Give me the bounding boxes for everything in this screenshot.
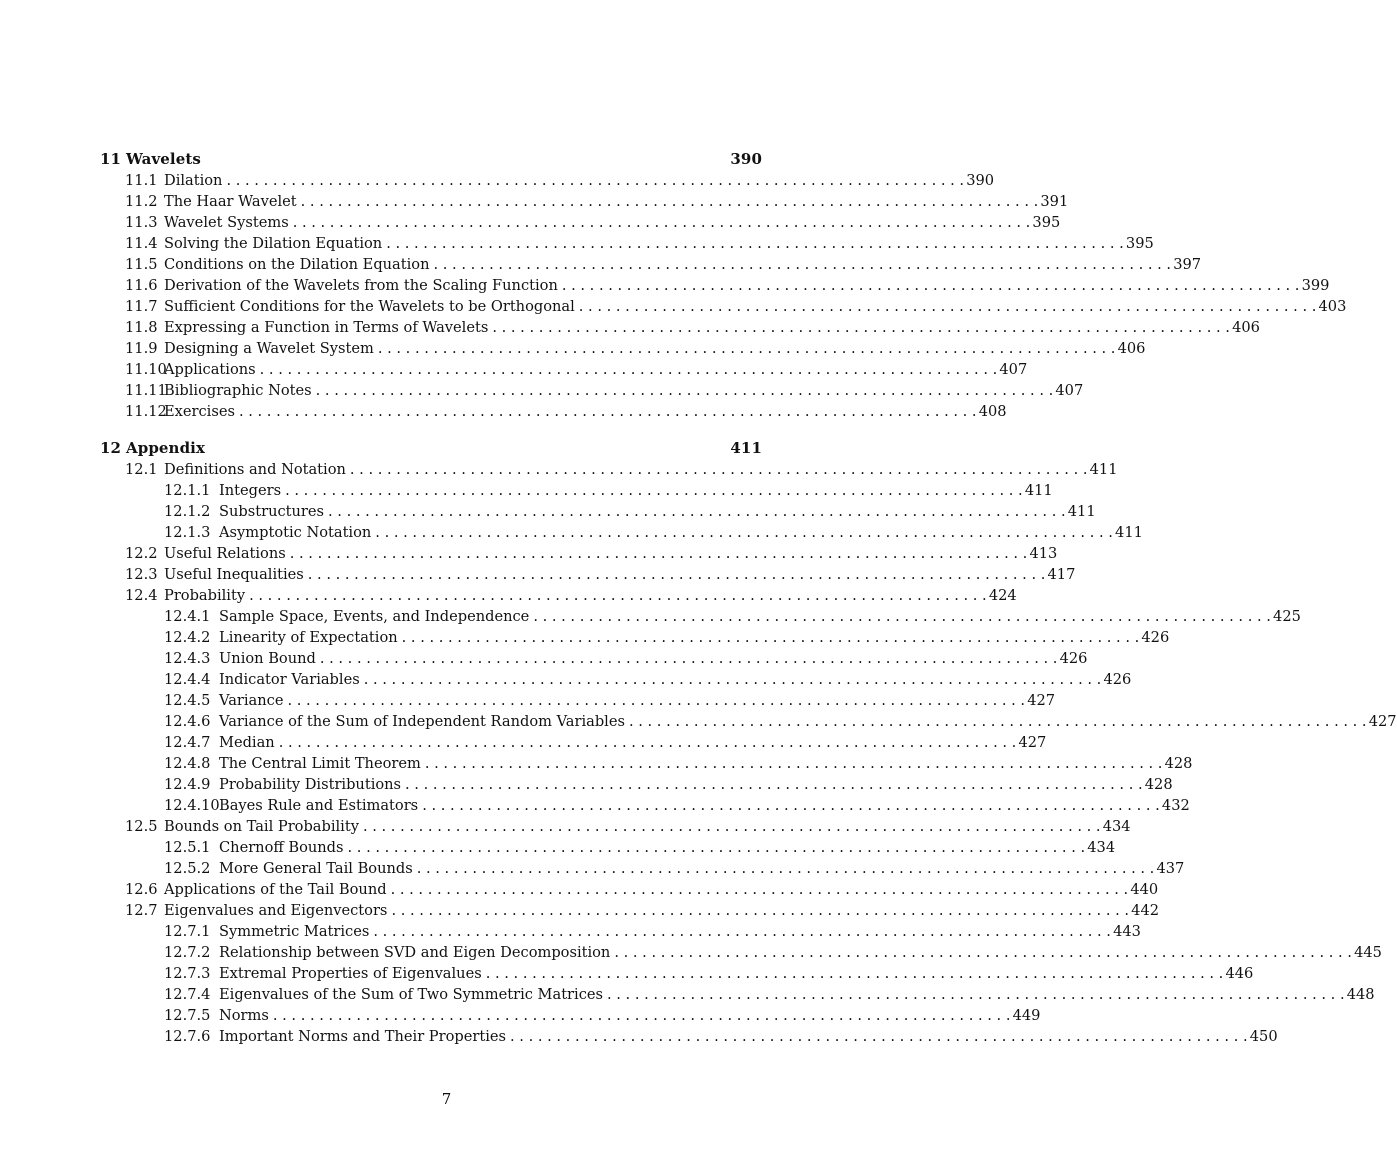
entry-page-number: 428 [1144,776,1173,793]
entry-page-number: 450 [1249,1028,1278,1045]
entry-title: More General Tail Bounds [219,860,413,877]
chapter-heading[interactable] [100,438,762,459]
toc-section-entry[interactable] [100,401,1007,422]
dot-leader: . . . . . . . . . . . . . . . . . . . . . . . . . . . . . . . . . . . . . . . . . . . . . . . . . . . . . . . . . . . . . . . . . . . . . . . . . . . . . . . . [347,839,1086,856]
chapter-title: Appendix [126,439,205,457]
entry-number: 12.7.6 [164,1028,211,1045]
dot-leader: . . . . . . . . . . . . . . . . . . . . . . . . . . . . . . . . . . . . . . . . . . . . . . . . . . . . . . . . . . . . . . . . . . . . . . . . . . . . . . . . [433,256,1172,273]
chapter-title: Wavelets [126,150,201,168]
entry-title: Sample Space, Events, and Independence [219,608,530,625]
entry-number: 12.4.4 [164,671,211,688]
entry-title: Sufficient Conditions for the Wavelets to be Orthogonal [164,298,575,315]
entry-number: 12.1.2 [164,503,211,520]
entry-number: 12.5.1 [164,839,211,856]
chapter-page-number: 411 [730,439,762,457]
entry-title: Eigenvalues of the Sum of Two Symmetric Matrices [219,986,603,1003]
entry-title: Important Norms and Their Properties [219,1028,507,1045]
entry-page-number: 411 [1024,482,1053,499]
dot-leader: . . . . . . . . . . . . . . . . . . . . . . . . . . . . . . . . . . . . . . . . . . . . . . . . . . . . . . . . . . . . . . . . . . . . . . . . . . . . . . . . [259,361,998,378]
page-number: 7 [441,1090,452,1108]
toc-subsection-entry[interactable] [100,858,1185,879]
toc-section-entry[interactable] [100,816,1131,837]
entry-title: Probability Distributions [219,776,402,793]
toc-section-entry[interactable] [100,254,1202,275]
dot-leader: . . . . . . . . . . . . . . . . . . . . . . . . . . . . . . . . . . . . . . . . . . . . . . . . . . . . . . . . . . . . . . . . . . . . . . . . . . . . . . . . [292,214,1031,231]
entry-title: Conditions on the Dilation Equation [164,256,430,273]
toc-section-entry[interactable] [100,170,995,191]
toc-section-entry[interactable] [100,212,1061,233]
dot-leader: . . . . . . . . . . . . . . . . . . . . . . . . . . . . . . . . . . . . . . . . . . . . . . . . . . . . . . . . . . . . . . . . . . . . . . . . . . . . . . . . [238,403,977,420]
entry-page-number: 395 [1125,235,1154,252]
dot-leader: . . . . . . . . . . . . . . . . . . . . . . . . . . . . . . . . . . . . . . . . . . . . . . . . . . . . . . . . . . . . . . . . . . . . . . . . . . . . . . . . [375,524,1113,541]
entry-number: 12.4 [125,587,158,604]
entry-title: Solving the Dilation Equation [164,235,383,252]
entry-page-number: 448 [1346,986,1375,1003]
entry-number: 12.3 [125,566,158,583]
entry-number: 12.4.10 [164,797,220,814]
toc-subsection-entry[interactable] [100,921,1141,942]
dot-leader: . . . . . . . . . . . . . . . . . . . . . . . . . . . . . . . . . . . . . . . . . . . . . . . . . . . . . . . . . . . . . . . . . . . . . . . . . . . . . . . . [390,881,1129,898]
entry-page-number: 446 [1225,965,1254,982]
entry-number: 12.1 [125,461,158,478]
entry-page-number: 434 [1087,839,1116,856]
toc-section-entry[interactable] [100,380,1084,401]
entry-number: 12.4.2 [164,629,211,646]
entry-number: 12.7.3 [164,965,211,982]
toc-subsection-entry[interactable] [100,753,1193,774]
entry-number: 12.5 [125,818,158,835]
entry-page-number: 391 [1040,193,1069,210]
entry-page-number: 408 [978,403,1007,420]
entry-page-number: 413 [1029,545,1058,562]
entry-page-number: 443 [1113,923,1141,940]
entry-page-number: 411 [1067,503,1096,520]
toc-section-entry[interactable] [100,879,1159,900]
toc-subsection-entry[interactable] [100,732,1047,753]
entry-number: 12.7.4 [164,986,211,1003]
toc-subsection-entry[interactable] [100,690,1056,711]
entry-page-number: 399 [1301,277,1330,294]
entry-title: Relationship between SVD and Eigen Decomposition [219,944,611,961]
dot-leader: . . . . . . . . . . . . . . . . . . . . . . . . . . . . . . . . . . . . . . . . . . . . . . . . . . . . . . . . . . . . . . . . . . . . . . . . . . . . . . . . [315,382,1054,399]
entry-number: 11.9 [125,340,158,357]
dot-leader: . . . . . . . . . . . . . . . . . . . . . . . . . . . . . . . . . . . . . . . . . . . . . . . . . . . . . . . . . . . . . . . . . . . . . . . . . . . . . . . . [416,860,1155,877]
dot-leader: . . . . . . . . . . . . . . . . . . . . . . . . . . . . . . . . . . . . . . . . . . . . . . . . . . . . . . . . . . . . . . . . . . . . . . . . . . . . . . . . [319,650,1058,667]
entry-number: 11.6 [125,277,158,294]
dot-leader: . . . . . . . . . . . . . . . . . . . . . . . . . . . . . . . . . . . . . . . . . . . . . . . . . . . . . . . . . . . . . . . . . . . . . . . . . . . . . . . . [226,172,965,189]
dot-leader: . . . . . . . . . . . . . . . . . . . . . . . . . . . . . . . . . . . . . . . . . . . . . . . . . . . . . . . . . . . . . . . . . . . . . . . . . . . . . . . . [287,692,1026,709]
toc-section-entry[interactable] [100,564,1076,585]
toc-section-entry[interactable] [100,338,1146,359]
toc-subsection-entry[interactable] [100,606,1301,627]
dot-leader: . . . . . . . . . . . . . . . . . . . . . . . . . . . . . . . . . . . . . . . . . . . . . . . . . . . . . . . . . . . . . . . . . . . . . . . . . . . . . . . . [607,986,1345,1003]
entry-page-number: 406 [1232,319,1260,336]
dot-leader: . . . . . . . . . . . . . . . . . . . . . . . . . . . . . . . . . . . . . . . . . . . . . . . . . . . . . . . . . . . . . . . . . . . . . . . . . . . . . . . . [285,482,1023,499]
entry-title: Bibliographic Notes [164,382,312,399]
entry-page-number: 406 [1117,340,1146,357]
entry-number: 12.7.1 [164,923,211,940]
entry-page-number: 434 [1102,818,1131,835]
entry-title: Extremal Properties of Eigenvalues [219,965,482,982]
entry-number: 11.11 [125,382,167,399]
entry-page-number: 442 [1131,902,1160,919]
dot-leader: . . . . . . . . . . . . . . . . . . . . . . . . . . . . . . . . . . . . . . . . . . . . . . . . . . . . . . . . . . . . . . . . . . . . . . . . . . . . . . . . [391,902,1130,919]
entry-title: Useful Inequalities [164,566,304,583]
dot-leader: . . . . . . . . . . . . . . . . . . . . . . . . . . . . . . . . . . . . . . . . . . . . . . . . . . . . . . . . . . . . . . . . . . . . . . . . . . . . . . . . [510,1028,1248,1045]
dot-leader: . . . . . . . . . . . . . . . . . . . . . . . . . . . . . . . . . . . . . . . . . . . . . . . . . . . . . . . . . . . . . . . . . . . . . . . . . . . . . . . . [373,923,1111,940]
entry-page-number: 424 [988,587,1017,604]
entry-title: Wavelet Systems [164,214,289,231]
entry-page-number: 428 [1164,755,1193,772]
entry-page-number: 445 [1354,944,1382,961]
entry-number: 12.4.6 [164,713,211,730]
entry-title: The Central Limit Theorem [219,755,421,772]
dot-leader: . . . . . . . . . . . . . . . . . . . . . . . . . . . . . . . . . . . . . . . . . . . . . . . . . . . . . . . . . . . . . . . . . . . . . . . . . . . . . . . . [386,235,1124,252]
dot-leader: . . . . . . . . . . . . . . . . . . . . . . . . . . . . . . . . . . . . . . . . . . . . . . . . . . . . . . . . . . . . . . . . . . . . . . . . . . . . . . . . [362,818,1101,835]
toc-subsection-entry[interactable] [100,627,1170,648]
toc-subsection-entry[interactable] [100,984,1375,1005]
dot-leader: . . . . . . . . . . . . . . . . . . . . . . . . . . . . . . . . . . . . . . . . . . . . . . . . . . . . . . . . . . . . . . . . . . . . . . . . . . . . . . . . [300,193,1039,210]
toc-subsection-entry[interactable] [100,711,1397,732]
chapter-number: 11 [100,150,122,168]
entry-page-number: 417 [1047,566,1076,583]
toc-section-entry[interactable] [100,275,1330,296]
entry-title: Union Bound [219,650,316,667]
entry-page-number: 403 [1318,298,1347,315]
entry-number: 11.4 [125,235,158,252]
dot-leader: . . . . . . . . . . . . . . . . . . . . . . . . . . . . . . . . . . . . . . . . . . . . . . . . . . . . . . . . . . . . . . . . . . . . . . . . . . . . . . . . [424,755,1163,772]
entry-number: 12.4.9 [164,776,211,793]
entry-title: Integers [219,482,282,499]
toc-section-entry[interactable] [100,543,1058,564]
dot-leader: . . . . . . . . . . . . . . . . . . . . . . . . . . . . . . . . . . . . . . . . . . . . . . . . . . . . . . . . . . . . . . . . . . . . . . . . . . . . . . . . [628,713,1367,730]
entry-title: The Haar Wavelet [164,193,297,210]
entry-title: Applications [164,361,256,378]
entry-page-number: 395 [1032,214,1061,231]
entry-number: 12.2 [125,545,158,562]
entry-title: Linearity of Expectation [219,629,398,646]
toc-subsection-entry[interactable] [100,774,1173,795]
entry-title: Bayes Rule and Estimators [219,797,419,814]
entry-page-number: 407 [1055,382,1084,399]
entry-number: 12.4.7 [164,734,211,751]
chapter-number: 12 [100,439,122,457]
entry-number: 12.4.5 [164,692,211,709]
dot-leader: . . . . . . . . . . . . . . . . . . . . . . . . . . . . . . . . . . . . . . . . . . . . . . . . . . . . . . . . . . . . . . . . . . . . . . . . . . . . . . . . [278,734,1017,751]
toc-subsection-entry[interactable] [100,501,1096,522]
dot-leader: . . . . . . . . . . . . . . . . . . . . . . . . . . . . . . . . . . . . . . . . . . . . . . . . . . . . . . . . . . . . . . . . . . . . . . . . . . . . . . . . [272,1007,1011,1024]
entry-number: 11.10 [125,361,167,378]
entry-title: Symmetric Matrices [219,923,370,940]
entry-title: Asymptotic Notation [219,524,372,541]
entry-page-number: 407 [999,361,1028,378]
toc-subsection-entry[interactable] [100,480,1053,501]
entry-number: 11.2 [125,193,158,210]
entry-page-number: 426 [1059,650,1088,667]
entry-page-number: 437 [1156,860,1185,877]
entry-title: Expressing a Function in Terms of Wavelets [164,319,489,336]
toc-section-entry[interactable] [100,233,1154,254]
dot-leader: . . . . . . . . . . . . . . . . . . . . . . . . . . . . . . . . . . . . . . . . . . . . . . . . . . . . . . . . . . . . . . . . . . . . . . . . . . . . . . . . [422,797,1160,814]
entry-title: Designing a Wavelet System [164,340,374,357]
entry-page-number: 425 [1273,608,1301,625]
entry-title: Probability [164,587,246,604]
entry-number: 12.1.3 [164,524,211,541]
entry-title: Bounds on Tail Probability [164,818,359,835]
dot-leader: . . . . . . . . . . . . . . . . . . . . . . . . . . . . . . . . . . . . . . . . . . . . . . . . . . . . . . . . . . . . . . . . . . . . . . . . . . . . . . . . [561,277,1300,294]
toc-section-entry[interactable] [100,459,1118,480]
toc-section-entry[interactable] [100,900,1160,921]
entry-title: Norms [219,1007,269,1024]
dot-leader: . . . . . . . . . . . . . . . . . . . . . . . . . . . . . . . . . . . . . . . . . . . . . . . . . . . . . . . . . . . . . . . . . . . . . . . . . . . . . . . . [363,671,1102,688]
entry-number: 11.5 [125,256,158,273]
toc-subsection-entry[interactable] [100,648,1088,669]
dot-leader: . . . . . . . . . . . . . . . . . . . . . . . . . . . . . . . . . . . . . . . . . . . . . . . . . . . . . . . . . . . . . . . . . . . . . . . . . . . . . . . . [485,965,1224,982]
entry-page-number: 426 [1103,671,1132,688]
toc-subsection-entry[interactable] [100,669,1132,690]
entry-title: Median [219,734,275,751]
entry-title: Chernoff Bounds [219,839,344,856]
entry-number: 12.7.5 [164,1007,211,1024]
entry-number: 11.3 [125,214,158,231]
dot-leader: . . . . . . . . . . . . . . . . . . . . . . . . . . . . . . . . . . . . . . . . . . . . . . . . . . . . . . . . . . . . . . . . . . . . . . . . . . . . . . . . [349,461,1088,478]
entry-title: Definitions and Notation [164,461,346,478]
dot-leader: . . . . . . . . . . . . . . . . . . . . . . . . . . . . . . . . . . . . . . . . . . . . . . . . . . . . . . . . . . . . . . . . . . . . . . . . . . . . . . . . [614,944,1352,961]
toc-section-entry[interactable] [100,191,1069,212]
entry-title: Indicator Variables [219,671,360,688]
entry-title: Derivation of the Wavelets from the Scaling Function [164,277,558,294]
toc-section-entry[interactable] [100,585,1017,606]
entry-page-number: 449 [1012,1007,1041,1024]
entry-page-number: 411 [1115,524,1143,541]
entry-number: 11.8 [125,319,158,336]
dot-leader: . . . . . . . . . . . . . . . . . . . . . . . . . . . . . . . . . . . . . . . . . . . . . . . . . . . . . . . . . . . . . . . . . . . . . . . . . . . . . . . . [533,608,1271,625]
table-of-contents [100,149,1397,1047]
toc-section-entry[interactable] [100,296,1347,317]
dot-leader: . . . . . . . . . . . . . . . . . . . . . . . . . . . . . . . . . . . . . . . . . . . . . . . . . . . . . . . . . . . . . . . . . . . . . . . . . . . . . . . . [578,298,1317,315]
entry-number: 12.5.2 [164,860,211,877]
entry-title: Useful Relations [164,545,286,562]
entry-number: 12.4.8 [164,755,211,772]
dot-leader: . . . . . . . . . . . . . . . . . . . . . . . . . . . . . . . . . . . . . . . . . . . . . . . . . . . . . . . . . . . . . . . . . . . . . . . . . . . . . . . . [249,587,987,604]
entry-number: 12.1.1 [164,482,211,499]
entry-title: Variance [219,692,284,709]
toc-section-entry[interactable] [100,317,1260,338]
entry-title: Variance of the Sum of Independent Random Variables [219,713,625,730]
entry-number: 11.7 [125,298,158,315]
entry-page-number: 427 [1368,713,1397,730]
chapter-heading[interactable] [100,149,762,170]
entry-page-number: 397 [1173,256,1202,273]
entry-number: 11.1 [125,172,158,189]
toc-section-entry[interactable] [100,359,1028,380]
entry-number: 12.4.3 [164,650,211,667]
entry-title: Applications of the Tail Bound [164,881,387,898]
entry-page-number: 440 [1130,881,1159,898]
entry-number: 12.7 [125,902,158,919]
toc-subsection-entry[interactable] [100,942,1382,963]
toc-subsection-entry[interactable] [100,963,1254,984]
toc-subsection-entry[interactable] [100,522,1143,543]
entry-page-number: 427 [1027,692,1056,709]
entry-number: 11.12 [125,403,167,420]
entry-title: Dilation [164,172,223,189]
dot-leader: . . . . . . . . . . . . . . . . . . . . . . . . . . . . . . . . . . . . . . . . . . . . . . . . . . . . . . . . . . . . . . . . . . . . . . . . . . . . . . . . [492,319,1230,336]
toc-subsection-entry[interactable] [100,795,1190,816]
entry-page-number: 411 [1089,461,1118,478]
entry-number: 12.6 [125,881,158,898]
toc-subsection-entry[interactable] [100,1026,1278,1047]
chapter-page-number: 390 [730,150,762,168]
dot-leader: . . . . . . . . . . . . . . . . . . . . . . . . . . . . . . . . . . . . . . . . . . . . . . . . . . . . . . . . . . . . . . . . . . . . . . . . . . . . . . . . [401,629,1140,646]
toc-subsection-entry[interactable] [100,1005,1041,1026]
entry-title: Exercises [164,403,235,420]
entry-page-number: 432 [1161,797,1190,814]
entry-number: 12.4.1 [164,608,211,625]
entry-page-number: 427 [1018,734,1047,751]
entry-page-number: 426 [1141,629,1170,646]
toc-subsection-entry[interactable] [100,837,1116,858]
dot-leader: . . . . . . . . . . . . . . . . . . . . . . . . . . . . . . . . . . . . . . . . . . . . . . . . . . . . . . . . . . . . . . . . . . . . . . . . . . . . . . . . [377,340,1116,357]
entry-title: Substructures [219,503,325,520]
entry-page-number: 390 [966,172,995,189]
dot-leader: . . . . . . . . . . . . . . . . . . . . . . . . . . . . . . . . . . . . . . . . . . . . . . . . . . . . . . . . . . . . . . . . . . . . . . . . . . . . . . . . [289,545,1028,562]
dot-leader: . . . . . . . . . . . . . . . . . . . . . . . . . . . . . . . . . . . . . . . . . . . . . . . . . . . . . . . . . . . . . . . . . . . . . . . . . . . . . . . . [328,503,1066,520]
entry-title: Eigenvalues and Eigenvectors [164,902,388,919]
entry-number: 12.7.2 [164,944,211,961]
dot-leader: . . . . . . . . . . . . . . . . . . . . . . . . . . . . . . . . . . . . . . . . . . . . . . . . . . . . . . . . . . . . . . . . . . . . . . . . . . . . . . . . [307,566,1046,583]
dot-leader: . . . . . . . . . . . . . . . . . . . . . . . . . . . . . . . . . . . . . . . . . . . . . . . . . . . . . . . . . . . . . . . . . . . . . . . . . . . . . . . . [405,776,1143,793]
